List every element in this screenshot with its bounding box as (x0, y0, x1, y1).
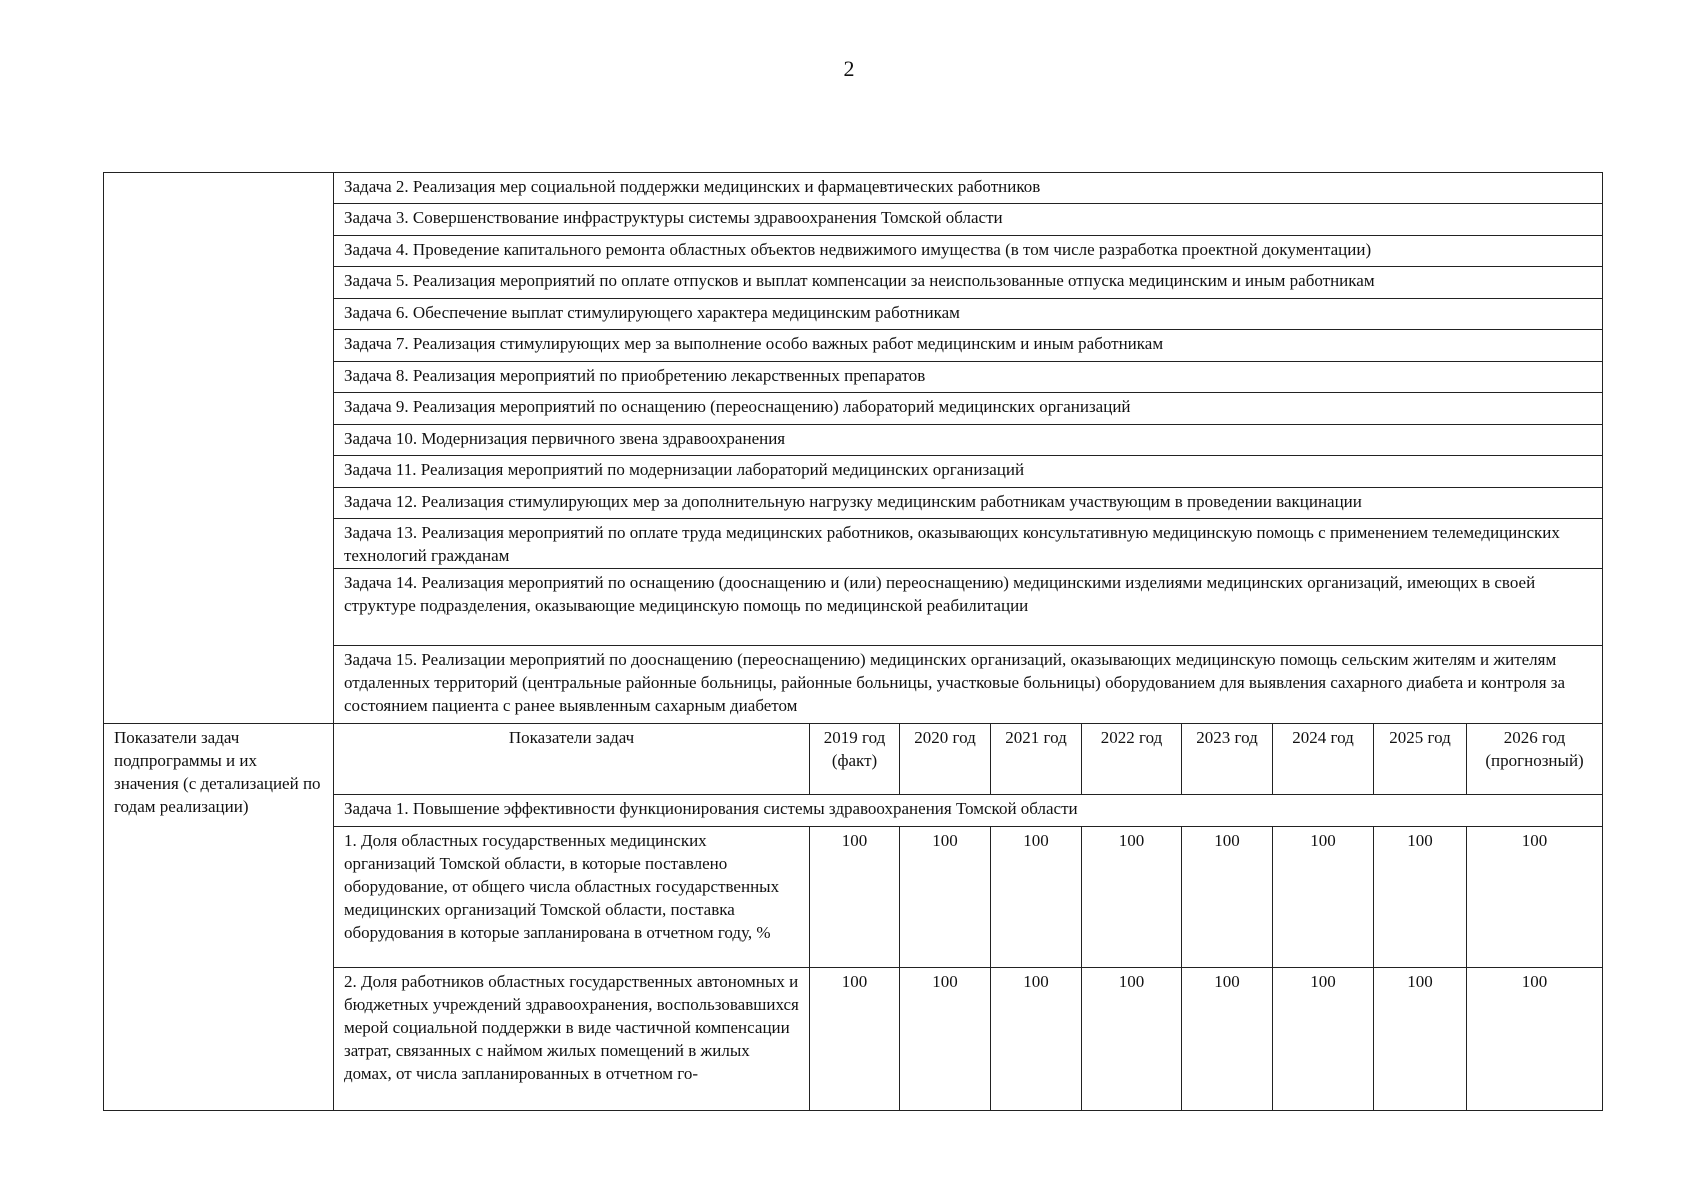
task-row: Задача 5. Реализация мероприятий по оплате отпусков и выплат компенсации за неиспользованные отпуска медицинским и иным работникам (334, 267, 1603, 299)
year-header: 2021 год (991, 724, 1082, 795)
task-row: Задача 6. Обеспечение выплат стимулирующего характера медицинским работникам (334, 299, 1603, 330)
task-row: Задача 11. Реализация мероприятий по модернизации лабораторий медицинских организаций (334, 456, 1603, 488)
task-1-row: Задача 1. Повышение эффективности функционирования системы здравоохранения Томской области (334, 795, 1603, 827)
task-row: Задача 12. Реализация стимулирующих мер за дополнительную нагрузку медицинским работникам участвующим в проведении вакцинации (334, 488, 1603, 519)
indicator-value: 100 (1273, 968, 1374, 1111)
task-row: Задача 9. Реализация мероприятий по оснащению (переоснащению) лабораторий медицинских организаций (334, 393, 1603, 425)
indicator-name: 1. Доля областных государственных медицинских организаций Томской области, в которые поставлено оборудование, от общего числа областных государственных медицинских организаций Томской области, поставка оборудования в которые запланирована в отчетном году, % (334, 827, 810, 968)
indicator-value: 100 (991, 968, 1082, 1111)
year-header: 2025 год (1374, 724, 1467, 795)
indicator-value: 100 (1374, 968, 1467, 1111)
left-blank-cell (104, 173, 334, 724)
year-header: 2023 год (1182, 724, 1273, 795)
indicators-section-label: Показатели задач подпрограммы и их значения (с детализацией по годам реализации) (104, 724, 334, 1111)
indicators-header: Показатели задач (334, 724, 810, 795)
year-header: 2026 год (прогнозный) (1467, 724, 1603, 795)
page-number: 2 (843, 56, 855, 81)
indicator-value: 100 (1273, 827, 1374, 968)
indicator-value: 100 (1467, 827, 1603, 968)
task-row: Задача 3. Совершенствование инфраструктуры системы здравоохранения Томской области (334, 204, 1603, 236)
year-header: 2019 год (факт) (810, 724, 900, 795)
task-row: Задача 7. Реализация стимулирующих мер за выполнение особо важных работ медицинским и иным работникам (334, 330, 1603, 362)
indicator-value: 100 (810, 968, 900, 1111)
subprogram-passport-table (103, 172, 1603, 1111)
indicator-value: 100 (1182, 968, 1273, 1111)
indicator-value: 100 (1182, 827, 1273, 968)
indicator-value: 100 (1374, 827, 1467, 968)
task-row: Задача 14. Реализация мероприятий по оснащению (дооснащению и (или) переоснащению) медицинскими изделиями медицинских организаций, имеющих в своей структуре подразделения, оказывающие медицинскую помощь по медицинской реабилитации (334, 569, 1603, 646)
year-header: 2022 год (1082, 724, 1182, 795)
indicator-value: 100 (1082, 827, 1182, 968)
task-row: Задача 13. Реализация мероприятий по оплате труда медицинских работников, оказывающих консультативную медицинскую помощь с применением телемедицинских технологий гражданам (334, 519, 1603, 569)
task-row: Задача 2. Реализация мер социальной поддержки медицинских и фармацевтических работников (334, 173, 1603, 204)
indicator-value: 100 (810, 827, 900, 968)
indicator-value: 100 (900, 968, 991, 1111)
indicator-value: 100 (900, 827, 991, 968)
year-header: 2020 год (900, 724, 991, 795)
task-row: Задача 8. Реализация мероприятий по приобретению лекарственных препаратов (334, 362, 1603, 393)
task-row: Задача 10. Модернизация первичного звена здравоохранения (334, 425, 1603, 456)
indicator-name: 2. Доля работников областных государственных автономных и бюджетных учреждений здравоохранения, воспользовавшихся мерой социальной поддержки в виде частичной компенсации затрат, связанных с наймом жилых помещений в жилых домах, от числа запланированных в отчетном го- (334, 968, 810, 1111)
year-header: 2024 год (1273, 724, 1374, 795)
task-row: Задача 4. Проведение капитального ремонта областных объектов недвижимого имущества (в том числе разработка проектной документации) (334, 236, 1603, 267)
indicator-value: 100 (991, 827, 1082, 968)
task-row: Задача 15. Реализации мероприятий по дооснащению (переоснащению) медицинских организаций, оказывающих медицинскую помощь сельским жителям и жителям отдаленных территорий (центральные районные больницы, районные больницы, участковые больницы) оборудованием для выявления сахарного диабета и контроля за состоянием пациента с ранее выявленным сахарным диабетом (334, 646, 1603, 724)
indicator-value: 100 (1467, 968, 1603, 1111)
indicator-value: 100 (1082, 968, 1182, 1111)
